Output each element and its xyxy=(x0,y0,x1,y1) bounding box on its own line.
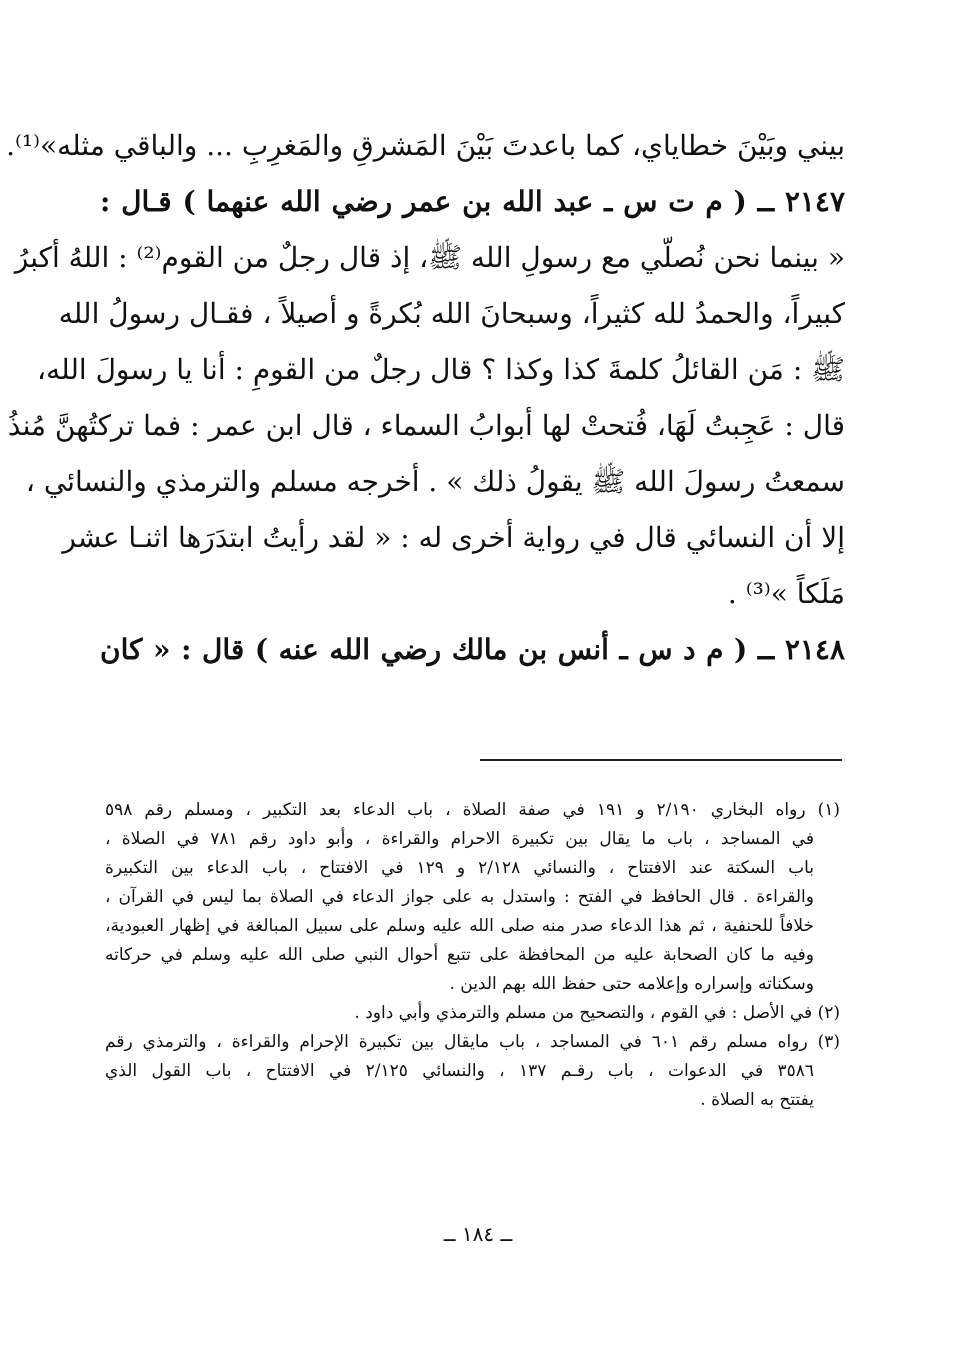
text-line: كبيراً، والحمدُ لله كثيراً، وسبحانَ الله بُكرةً و أصيلاً ، فقـال رسولُ الله xyxy=(58,297,845,330)
text-line: « بينما نحن نُصلّي مع رسولِ الله ﷺ، إذ قال رجلٌ من القوم⁽²⁾ : اللهُ أكبرُ xyxy=(14,241,845,274)
text-line: ﷺ : مَن القائلُ كلمةَ كذا وكذا ؟ قال رجلٌ من القومِ : أنا يا رسولَ الله، xyxy=(37,353,845,386)
text-line: سمعتُ رسولَ الله ﷺ يقولُ ذلك » . أخرجه مسلم والترمذي والنسائي ، xyxy=(25,465,845,498)
footnote-line: وفيه ما كان الصحابة عليه من المحافظة على تتبع أحوال النبي صلى الله عليه وسلم في حركاته xyxy=(105,945,814,965)
text-line: إلا أن النسائي قال في رواية أخرى له : « لقد رأيتُ ابتدَرَها اثنـا عشر xyxy=(62,521,845,554)
footnote-line: والقراءة . قال الحافظ في الفتح : واستدل به على جواز الدعاء في الصلاة بما ليس في القرآن ، xyxy=(105,887,814,907)
footnote-line: (١) رواه البخاري ٢/١٩٠ و ١٩١ في صفة الصلاة ، باب الدعاء بعد التكبير ، ومسلم رقم ٥٩٨ xyxy=(105,800,840,820)
hadith-heading-2147: ٢١٤٧ ــ ( م ت س ـ عبد الله بن عمر رضي الله عنهما ) قـال : xyxy=(100,185,845,218)
text-line: بيني وبَيْنَ خطاياي، كما باعدتَ بَيْنَ المَشرقِ والمَغرِبِ ... والباقي مثله»⁽¹⁾. xyxy=(6,129,845,162)
footnotes xyxy=(105,796,840,1115)
footnote-line: ٣٥٨٦ في الدعوات ، باب رقـم ١٣٧ ، والنسائي ٢/١٢٥ في الافتتاح ، باب القول الذي xyxy=(105,1061,814,1081)
footnote-line: (٣) رواه مسلم رقم ٦٠١ في المساجد ، باب مايقال بين تكبيرة الإحرام والقراءة ، والترمذي رقم xyxy=(105,1032,840,1052)
footnote-line: يفتتح به الصلاة . xyxy=(700,1090,814,1110)
footnote-divider xyxy=(480,759,842,761)
main-text xyxy=(6,118,845,678)
footnote-line: باب السكتة عند الافتتاح ، والنسائي ٢/١٢٨ و ١٢٩ في الافتتاح ، باب الدعاء بين التكبيرة xyxy=(105,858,814,878)
footnote-line: في المساجد ، باب ما يقال بين تكبيرة الاحرام والقراءة ، وأبو داود رقم ٧٨١ في الصلاة ، xyxy=(105,829,814,849)
text-line: قال : عَجِبتُ لَهَا، فُتحتْ لها أبوابُ السماء ، قال ابن عمر : فما تركتُهنَّ مُنذُ xyxy=(7,409,845,442)
footnote-line: وسكناته وإسراره وإعلامه حتى حفظ الله بهم الدين . xyxy=(449,974,814,994)
hadith-heading-2148: ٢١٤٨ ــ ( م د س ـ أنس بن مالك رضي الله عنه ) قال : « كان xyxy=(100,633,845,666)
page-number: ــ ١٨٤ ــ xyxy=(443,1222,513,1246)
footnote-line: (٢) في الأصل : في القوم ، والتصحيح من مسلم والترمذي وأبي داود . xyxy=(354,1003,840,1023)
footnote-line: خلافاً للحنفية ، ثم هذا الدعاء صدر منه صلى الله عليه وسلم على سبيل المبالغة في إظهار العبودية، xyxy=(105,916,814,936)
text-line: مَلَكاً »⁽³⁾ . xyxy=(727,577,845,610)
